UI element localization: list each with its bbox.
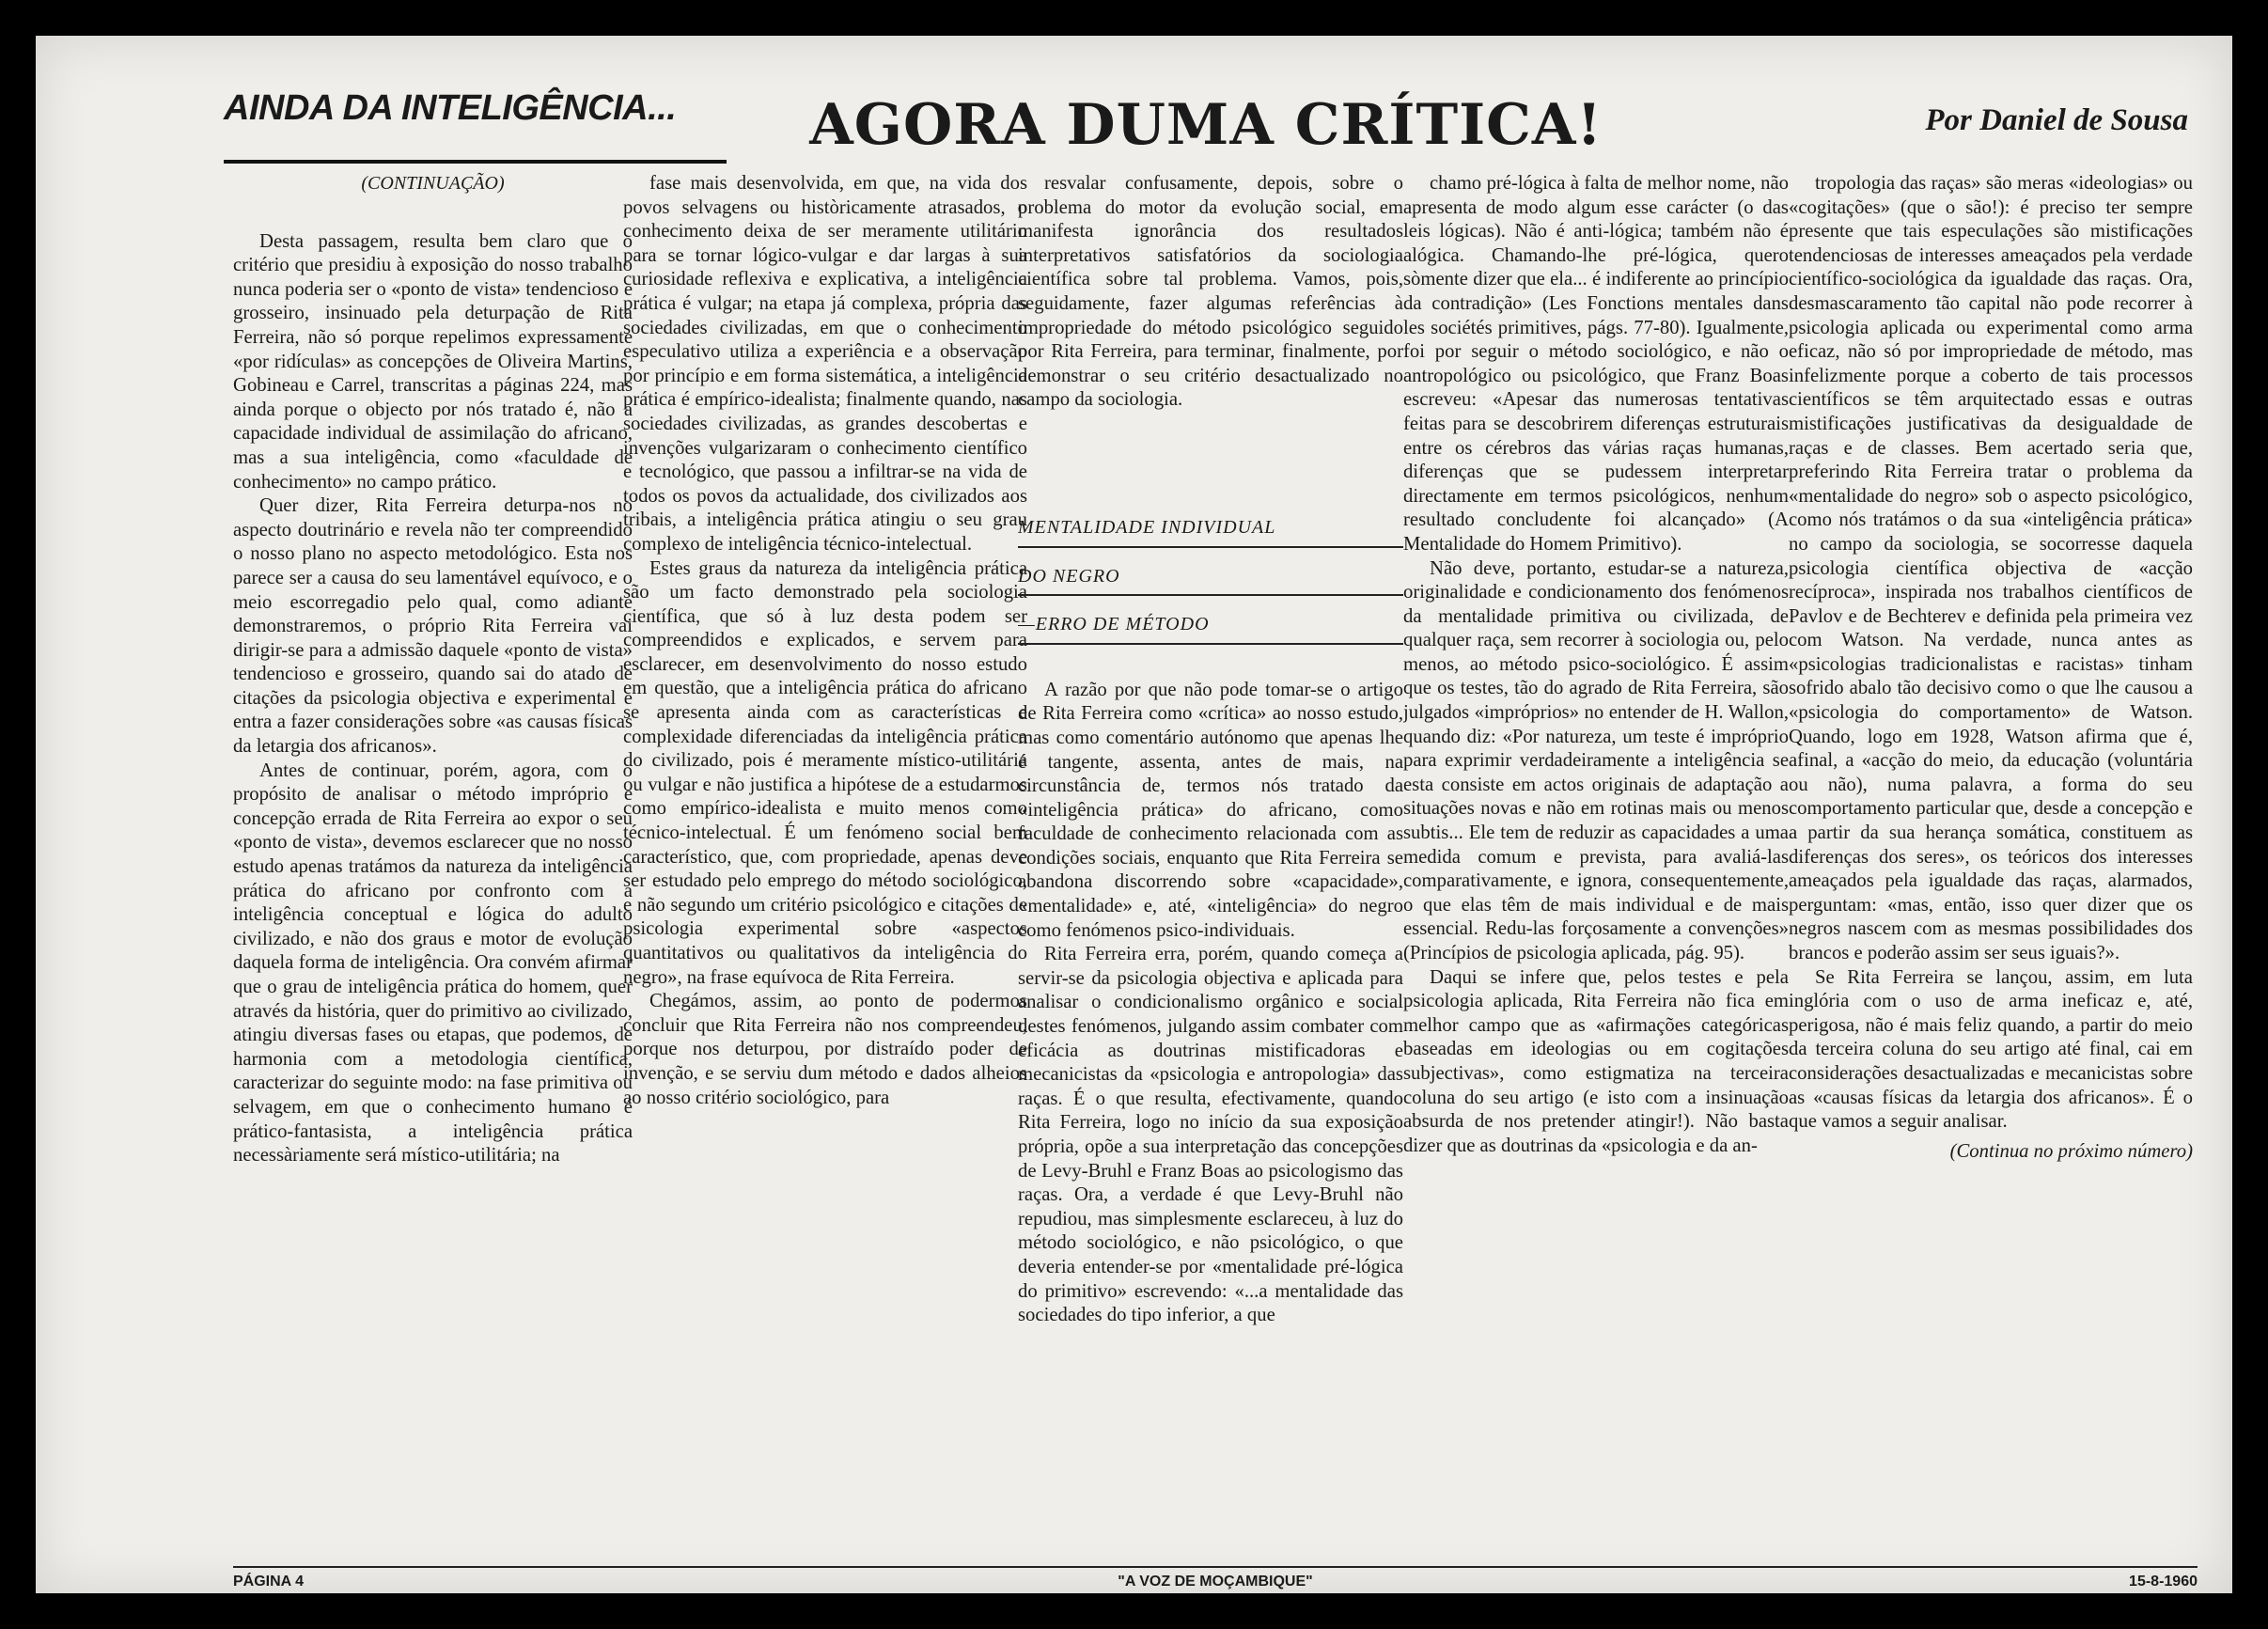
paragraph: Não deve, portanto, estudar-se a natureza, originalidade e condicionamento dos fenómenos da mentalidade primitiva ou civilizada, de qualquer raça, sem recorrer à sociologia ou, pelo menos, ao método psico-sociológico. É assim que os testes, tão do agrado de Rita Ferreira, são julgados «impróprios» no entender de H. Wallon, quando diz: «Por natureza, um teste é impróprio para exprimir verdadeiramente a inteligência se esta consiste em actos originais de adaptação a situações novas e não em rotinas mais ou menos subtis... Ele tem de reduzir as capacidades a uma medida comum e prevista, para avaliá-las comparativamente, e ignora, consequentemente, o que elas têm de mais individual e de mais essencial. Redu-las forçosamente a convenções» (Princípios de psicologia aplicada, pág. 95). [1403,557,1789,963]
paragraph: Antes de continuar, porém, agora, com o propósito de analisar o método impróprio e concepção errada de Rita Ferreira ao expor o seu «ponto de vista», devemos esclarecer que no nosso estudo apenas tratámos da natureza da inteligência prática do africano por confronto com a inteligência conceptual e lógica do adulto civilizado, e não dos graus e motor de evolução daquela forma de inteligência. Ora convém afirmar que o grau de inteligência prática do homem, quer através da história, quer do primitivo ao civilizado, atingiu diversas fases ou etapas, que podemos, de harmonia com a metodologia científica, caracterizar do seguinte modo: na fase primitiva ou selvagem, em que o conhecimento humano é prático-fantasista, a inteligência prática necessàriamente será místico-utilitária; na [233,760,633,1167]
subheading: DO NEGRO [1018,565,1403,597]
issue-date: 15-8-1960 [2129,1574,2198,1590]
byline: Por Daniel de Sousa [1925,103,2188,137]
subheading: —ERRO DE MÉTODO [1018,613,1403,645]
subheading: MENTALIDADE INDIVIDUAL [1018,516,1403,548]
column-5 [1789,172,2193,1563]
paragraph: Estes graus da natureza da inteligência prática são um facto demonstrado pela sociologia científica, que só à luz desta podem ser compreendidos e explicados, e servem para esclarecer, em desenvolvimento do nosso estudo em questão, que a inteligência prática do africano se apresenta ainda com as características e complexidade diferenciadas da inteligência prática do civilizado, pois é meramente místico-utilitária ou vulgar e não justifica a hipótese de a estudarmos como empírico-idealista e muito menos como técnico-intelectual. É um fenómeno social bem característico, que, com propriedade, apenas deve ser estudado pelo emprego do método sociológico, e não segundo um critério psicológico e citações de psicologia experimental sobre «aspectos quantitativos ou qualitativos da inteligência do negro», na frase equívoca de Rita Ferreira. [623,557,1027,988]
newspaper-name: "A VOZ DE MOÇAMBIQUE" [1118,1574,1313,1590]
paragraph: resvalar confusamente, depois, sobre o problema do motor da evolução social, em manifesta ignorância dos resultados interpretativos satisfatórios da sociologia científica sobre tal problema. Vamos, pois, seguidamente, fazer algumas referências à impropriedade do método psicológico seguido por Rita Ferreira, para terminar, finalmente, por demonstrar o seu critério desactualizado no campo da sociologia. [1018,173,1403,411]
page-footer [233,1566,2198,1596]
paragraph: A razão por que não pode tomar-se o artigo de Rita Ferreira como «crítica» ao nosso estudo, mas como comentário autónomo que apenas lhe é tangente, assenta, antes de mais, na circunstância de, termos nós tratado da «inteligência prática» do africano, como faculdade de conhecimento relacionada com as condições sociais, enquanto que Rita Ferreira se abandona discorrendo sobre «capacidade», «mentalidade» e, até, «inteligência» do negro como fenómenos psico-individuais. [1018,679,1403,941]
paragraph: Desta passagem, resulta bem claro que o critério que presidiu à exposição do nosso trabalho nunca poderia ser o «ponto de vista» tendencioso e grosseiro, insinuado pela deturpação de Rita Ferreira, não só porque repelimos expressamente «por ridículas» as concepções de Oliveira Martins, Gobineau e Carrel, transcritas a páginas 224, mas ainda porque o objecto por nós tratado é, não a capacidade individual de assimilação do africano, mas a sua inteligência, como «faculdade de conhecimento» no campo prático. [233,230,633,493]
page-number: PÁGINA 4 [233,1574,304,1590]
kicker-title: AINDA DA INTELIGÊNCIA... [224,66,727,164]
paragraph: chamo pré-lógica à falta de melhor nome, não apresenta de modo algum esse carácter (o das leis lógicas). Não é anti-lógica; também não é alógica. Chamando-lhe pré-lógica, quero sòmente dizer que ela... é indiferente ao princípio da contradição» (Les Fonctions mentales dans les sociétés primitives, págs. 77-80). Igualmente, foi por seguir o método sociológico, e não o antropológico ou psicológico, que Franz Boas escreveu: «Apesar das numerosas tentativas feitas para se descobrirem diferenças estruturais entre os cérebros das várias raças humanas, diferenças que se pudessem interpretar directamente em termos psicológicos, nenhum resultado concludente foi alcançado» (A Mentalidade do Homem Primitivo). [1403,173,1789,555]
paragraph: fase mais desenvolvida, em que, na vida dos povos selvagens ou històricamente atrasados, o conhecimento deixa de ser meramente utilitário para se tornar lógico-vulgar e dar largas à sua curiosidade reflexiva e explicativa, a inteligência prática é vulgar; na etapa já complexa, própria das sociedades civilizadas, em que o conhecimento especulativo utiliza a experiência e a observação por princípio e em forma sistemática, a inteligência prática é empírico-idealista; finalmente quando, nas sociedades civilizadas, as grandes descobertas e invenções vulgarizaram o conhecimento científico e tecnológico, que passou a infiltrar-se na vida de todos os povos da actualidade, dos civilizados aos tribais, a inteligência prática atingiu o seu grau complexo de inteligência técnico-intelectual. [623,173,1027,555]
paragraph: Chegámos, assim, ao ponto de podermos concluir que Rita Ferreira não nos compreendeu, porque nos deturpou, por distraído poder de invenção, e se serviu dum método e dados alheios ao nosso critério sociológico, para [623,991,1027,1108]
paragraph: Se Rita Ferreira se lançou, assim, em luta inglória com o uso de arma ineficaz e, até, perigosa, não é mais feliz quando, a partir do meio da terceira coluna do seu artigo até final, cai em considerações desactualizadas e mecanicistas sobre as «causas físicas da letargia dos africanos». É o que vamos a seguir analisar. [1789,966,2193,1133]
column-2 [623,172,1027,1563]
headline: AGORA DUMA CRÍTICA! [809,92,1603,158]
paragraph: Quer dizer, Rita Ferreira deturpa-nos no aspecto doutrinário e revela não ter compreendido o nosso plano no aspecto metodológico. Esta nos parece ser a causa do seu lamentável equívoco, e o meio escorregadio pelo qual, como adiante demonstraremos, o próprio Rita Ferreira vai dirigir-se para a admissão daquele «ponto de vista» tendencioso e grosseiro, quando sai do atado de citações da psicologia objectiva e experimental e entra a fazer considerações sobre «as causas físicas da letargia dos africanos». [233,495,633,758]
continuation-label: (CONTINUAÇÃO) [361,173,505,194]
column-1 [233,172,633,1563]
paragraph: Daqui se infere que, pelos testes e pela psicologia aplicada, Rita Ferreira não fica em melhor campo que as «afirmações categóricas baseadas em ideologias ou em cogitações subjectivas», como estigmatiza na terceira coluna do seu artigo (e isto com a insinuação absurda de nos pretender atingir!). Não basta dizer que as doutrinas da «psicologia e da an- [1403,966,1789,1156]
column-3 [1018,172,1403,1563]
paragraph: tropologia das raças» são meras «ideologias» ou «cogitações» (que o são!): é preciso ter sempre presente que tais especulações são mistificações tendenciosas de interesses ameaçados pela verdade científico-sociológica da igualdade das raças. Ora, desmascaramento tão capital não pode recorrer à psicologia aplicada ou experimental como arma eficaz, não só por impropriedade de método, mas infelizmente porque a coberto de tais processos científicos se têm arquitectado essas e outras mistificações justificativas da desigualdade de raças e de classes. Bem acertado seria que, preferindo Rita Ferreira tratar o problema da «mentalidade do negro» sob o aspecto psicológico, como nós tratámos o da sua «inteligência prática» no campo da sociologia, se socorresse daquela psicologia científica objectiva de «acção recíproca», inspirada nos trabalhos científicos de Pavlov e de Bechterev e definida pela primeira vez com Watson. Na verdade, nunca antes as «psicologias tradicionalistas e racistas» tinham sofrido abalo tão decisivo como o que lhe causou a «psicologia do comportamento» de Watson. Quando, logo em 1928, Watson afirma que é, afinal, a «acção do meio, da educação (voluntária ou não), numa palavra, a forma do seu comportamento particular que, desde a concepção e a partir da sua herança somática, constituem as diferenças dos seres», os teóricos dos interesses ameaçados pela igualdade das raças, alarmados, perguntam: «mas, então, isso quer dizer que os negros nascem com as mesmas possibilidades dos brancos e poderão assim ser seus iguais?». [1789,173,2193,963]
column-4 [1403,172,1789,1563]
continued-note: (Continua no próximo número) [1949,1140,2193,1162]
newspaper-clipping [36,36,2232,1593]
paragraph: Rita Ferreira erra, porém, quando começa a servir-se da psicologia objectiva e aplicada para analisar o condicionalismo orgânico e social destes fenómenos, julgando assim combater com eficácia as doutrinas mistificadoras e mecanicistas da «psicologia e antropologia» das raças. É o que resulta, efectivamente, quando Rita Ferreira, logo no início da sua exposição própria, opõe a sua interpretação das concepções de Levy-Bruhl e Franz Boas ao psicologismo das raças. Ora, a verdade é que Levy-Bruhl não repudiou, mas simplesmente esclareceu, à luz do método sociológico, e não psicológico, o que deveria entender-se por «mentalidade pré-lógica do primitivo» escrevendo: «...a mentalidade das sociedades do tipo inferior, a que [1018,944,1403,1326]
